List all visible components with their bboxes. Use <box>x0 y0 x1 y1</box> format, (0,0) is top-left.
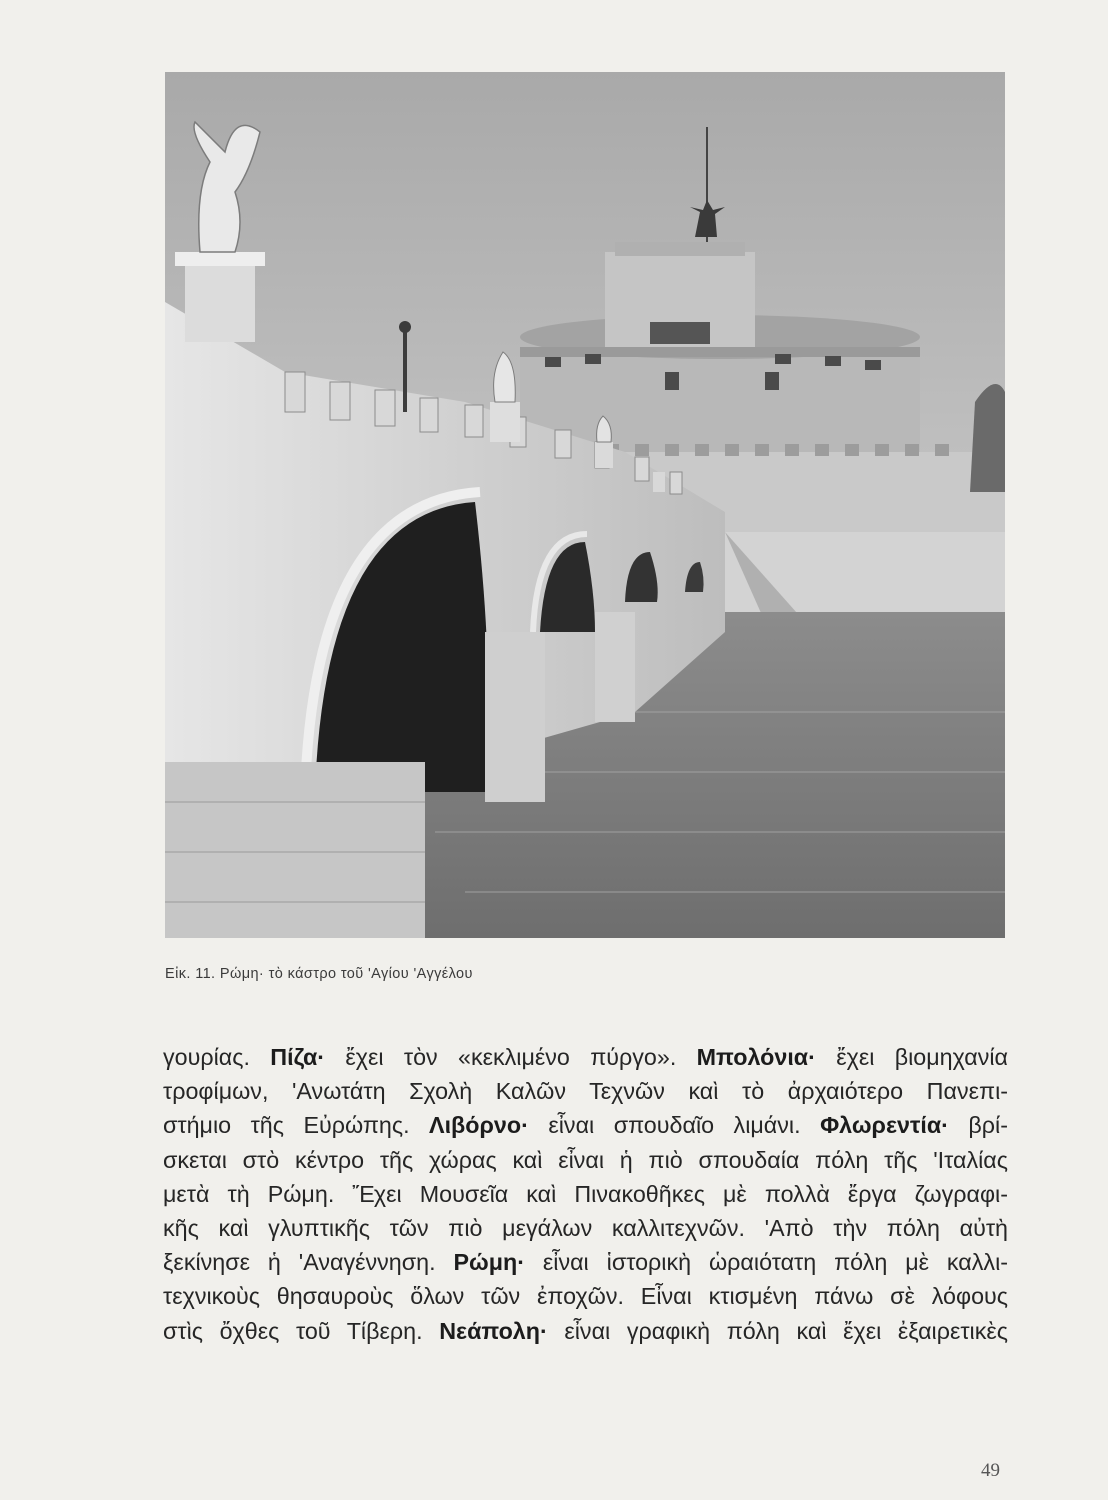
text-line <box>163 1245 1008 1279</box>
text-run: στήμιο τῆς Εὐρώπης. <box>163 1112 430 1139</box>
castel-sant-angelo-photo <box>165 72 1005 938</box>
text-run: μετὰ τὴ Ρώμη. Ἔχει Μουσεῖα καὶ Πινακοθῆκες μὲ πολλὰ ἔργα ζωγραφι- <box>163 1180 1008 1207</box>
city-name: Πίζα· <box>270 1044 326 1070</box>
body-paragraph <box>163 1040 1008 1348</box>
text-run: κῆς καὶ γλυπτικῆς τῶν πιὸ μεγάλων καλλιτεχνῶν. 'Απὸ τὴν πόλη αὐτὴ <box>163 1215 1008 1242</box>
text-run: εἶναι σπουδαῖο λιμάνι. <box>528 1112 821 1139</box>
text-line <box>163 1040 1008 1074</box>
text-run: τεχνικοὺς θησαυροὺς ὅλων τῶν ἐποχῶν. Εἶναι κτισμένη πάνω σὲ λόφους <box>163 1283 1008 1310</box>
text-line <box>163 1108 1008 1142</box>
text-run: βρί- <box>948 1112 1008 1139</box>
figure-caption: Εἰκ. 11. Ρώμη· τὸ κάστρο τοῦ 'Αγίου 'Αγγέλου <box>165 966 473 982</box>
text-run: τροφίμων, 'Ανωτάτη Σχολὴ Καλῶν Τεχνῶν καὶ τὸ ἀρχαιότερο Πανεπι- <box>163 1078 1008 1105</box>
text-run: ξεκίνησε ἡ 'Αναγέννηση. <box>163 1249 454 1276</box>
text-line <box>163 1143 1008 1177</box>
text-line <box>163 1074 1008 1108</box>
text-line <box>163 1211 1008 1245</box>
city-name: Ρώμη· <box>453 1249 525 1276</box>
text-run: εἶναι ἱστορικὴ ὡραιότατη πόλη μὲ καλλι- <box>524 1249 1008 1276</box>
text-line <box>163 1279 1008 1313</box>
text-run: σκεται στὸ κέντρο τῆς χώρας καὶ εἶναι ἡ πιὸ σπουδαία πόλη τῆς 'Ιταλίας <box>163 1146 1008 1173</box>
city-name: Μπολόνια· <box>696 1044 816 1070</box>
text-line <box>163 1314 1008 1348</box>
text-line <box>163 1177 1008 1211</box>
text-run: ἔχει βιομηχανία <box>815 1044 1008 1070</box>
page-number: 49 <box>981 1460 1000 1481</box>
text-run: στὶς ὄχθες τοῦ Τίβερη. <box>163 1317 440 1344</box>
bridge-and-castle-illustration <box>165 72 1005 938</box>
city-name: Φλωρεντία· <box>820 1112 949 1139</box>
city-name: Νεάπολη· <box>439 1317 548 1344</box>
text-run: ἔχει τὸν «κεκλιμένο πύργο». <box>325 1044 697 1070</box>
text-run: γουρίας. <box>163 1044 271 1070</box>
text-run: εἶναι γραφικὴ πόλη καὶ ἔχει ἐξαιρετικὲς <box>547 1317 1008 1344</box>
city-name: Λιβόρνο· <box>429 1112 529 1139</box>
